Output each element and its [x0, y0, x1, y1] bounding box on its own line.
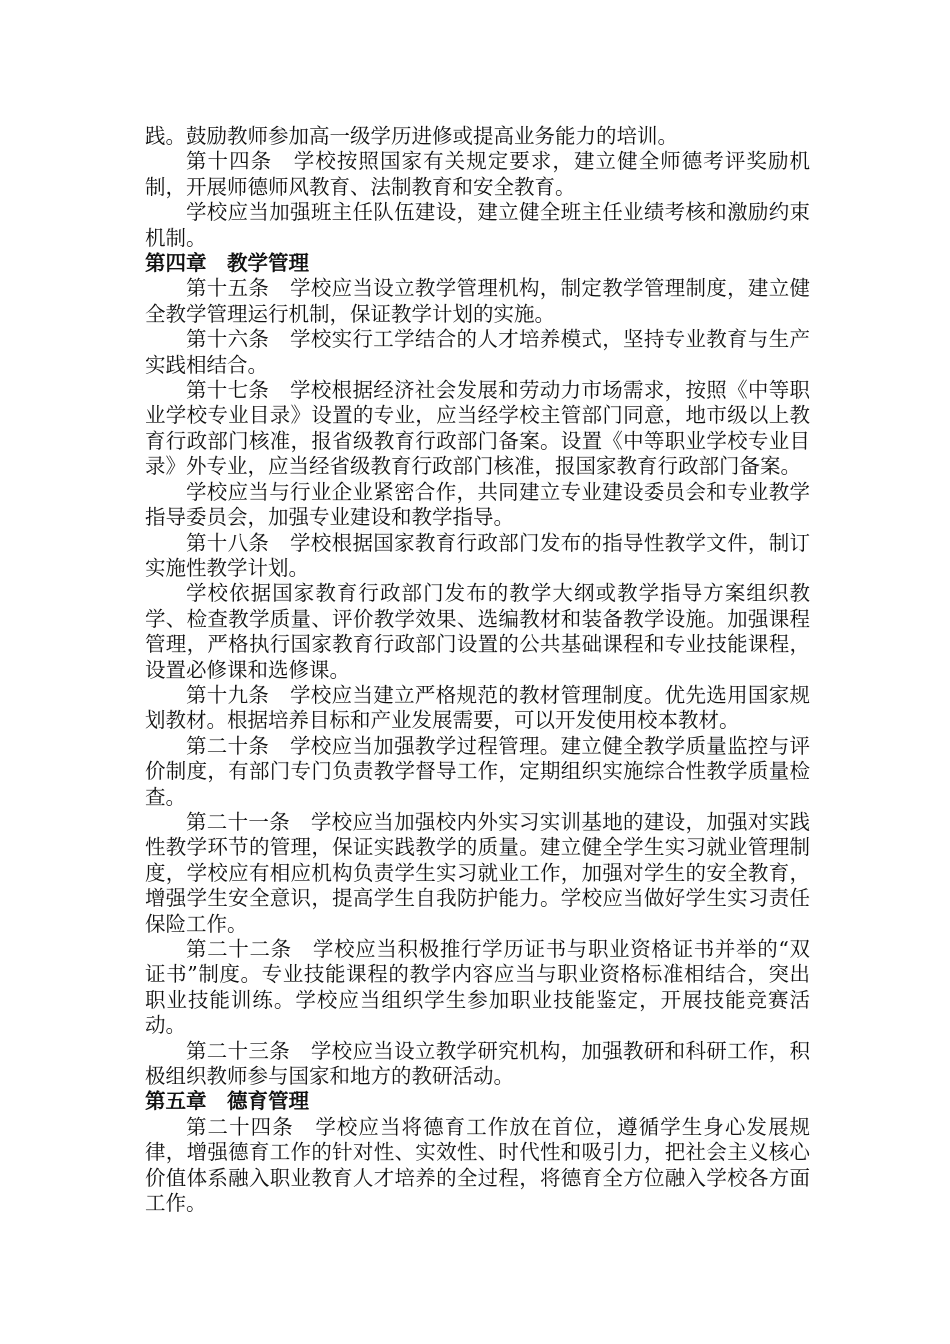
paragraph: 学校应当与行业企业紧密合作，共同建立专业建设委员会和专业教学指导委员会，加强专业建设和教学指导。 — [145, 479, 810, 530]
chapter-heading — [145, 251, 810, 276]
article-24: 第二十四条 学校应当将德育工作放在首位，遵循学生身心发展规律，增强德育工作的针对性、实效性、时代性和吸引力，把社会主义核心价值体系融入职业教育人才培养的全过程，将德育全方位融入学校各方面工作。 — [145, 1114, 810, 1216]
article-19: 第十九条 学校应当建立严格规范的教材管理制度。优先选用国家规划教材。根据培养目标和产业发展需要，可以开发使用校本教材。 — [145, 682, 810, 733]
chapter-number: 第五章 — [145, 1089, 207, 1114]
chapter-number: 第四章 — [145, 251, 207, 276]
article-21: 第二十一条 学校应当加强校内外实习实训基地的建设，加强对实践性教学环节的管理，保证实践教学的质量。建立健全学生实习就业管理制度，学校应有相应机构负责学生实习就业工作，加强对学生的安全教育，增强学生安全意识，提高学生自我防护能力。学校应当做好学生实习责任保险工作。 — [145, 809, 810, 936]
article-18: 第十八条 学校根据国家教育行政部门发布的指导性教学文件，制订实施性教学计划。 — [145, 530, 810, 580]
article-22: 第二十二条 学校应当积极推行学历证书与职业资格证书并举的“双证书”制度。专业技能课程的教学内容应当与职业资格标准相结合，突出职业技能训练。学校应当组织学生参加职业技能鉴定，开展技能竞赛活动。 — [145, 937, 810, 1038]
chapter-title: 教学管理 — [227, 251, 309, 276]
chapter-heading — [145, 1089, 810, 1114]
article-17: 第十七条 学校根据经济社会发展和劳动力市场需求，按照《中等职业学校专业目录》设置的专业，应当经学校主管部门同意，地市级以上教育行政部门核准，报省级教育行政部门备案。设置《中等职业学校专业目录》外专业，应当经省级教育行政部门核准，报国家教育行政部门备案。 — [145, 378, 810, 479]
article-23: 第二十三条 学校应当设立教学研究机构，加强教研和科研工作，积极组织教师参与国家和地方的教研活动。 — [145, 1038, 810, 1089]
paragraph: 学校依据国家教育行政部门发布的教学大纲或教学指导方案组织教学、检查教学质量、评价教学效果、选编教材和装备教学设施。加强课程管理，严格执行国家教育行政部门设置的公共基础课程和专业技能课程，设置必修课和选修课。 — [145, 581, 810, 682]
chapter-title: 德育管理 — [227, 1089, 309, 1114]
paragraph: 学校应当加强班主任队伍建设，建立健全班主任业绩考核和激励约束机制。 — [145, 200, 810, 250]
article-15: 第十五条 学校应当设立教学管理机构，制定教学管理制度，建立健全教学管理运行机制，保证教学计划的实施。 — [145, 276, 810, 326]
article-16: 第十六条 学校实行工学结合的人才培养模式，坚持专业教育与生产实践相结合。 — [145, 327, 810, 377]
article-14: 第十四条 学校按照国家有关规定要求，建立健全师德考评奖励机制，开展师德师风教育、法制教育和安全教育。 — [145, 149, 810, 199]
paragraph: 践。鼓励教师参加高一级学历进修或提高业务能力的培训。 — [145, 124, 678, 148]
document-page — [145, 124, 810, 1216]
article-20: 第二十条 学校应当加强教学过程管理。建立健全教学质量监控与评价制度，有部门专门负责教学督导工作，定期组织实施综合性教学质量检查。 — [145, 733, 810, 809]
